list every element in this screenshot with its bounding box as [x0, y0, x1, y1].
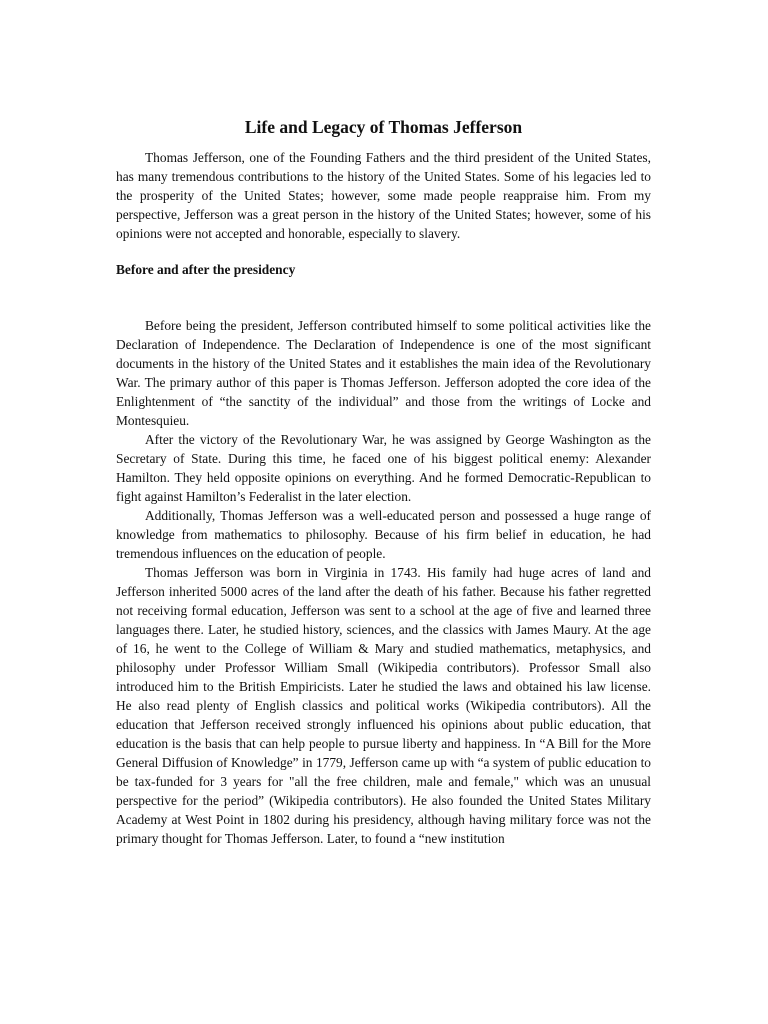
intro-paragraph: Thomas Jefferson, one of the Founding Fathers and the third president of the United States, has many tremendous contributions to the history of the United States. Some of his legacies led to the prosperity of the United States; however, some made people reappraise him. From my perspective, Jefferson was a great person in the history of the United States; however, some of his opinions were not accepted and honorable, especially to slavery. [116, 150, 651, 241]
document-title: Life and Legacy of Thomas Jefferson [244, 117, 523, 137]
body-paragraph-1: Before being the president, Jefferson contributed himself to some political activities like the Declaration of Independence. The Declaration of Independence is one of the most significant documents in the history of the United States and it establishes the main idea of the Revolutionary War. The primary author of this paper is Thomas Jefferson. Jefferson adopted the core idea of the Enlightenment of “the sanctity of the individual” and those from the writings of Locke and Montesquieu. [116, 318, 651, 428]
section-heading: Before and after the presidency [116, 262, 296, 277]
body-paragraph-4: Thomas Jefferson was born in Virginia in 1743. His family had huge acres of land and Jefferson inherited 5000 acres of the land after the death of his father. Because his father regretted not receiving formal education, Jefferson was sent to a school at the age of five and learned three languages there. Later, he studied history, sciences, and the classics with James Maury. At the age of 16, he went to the College of William & Mary and studied mathematics, metaphysics, and philosophy under Professor William Small (Wikipedia contributors). Professor Small also introduced him to the British Empiricists. Later he studied the laws and obtained his law license. He also read plenty of English classics and political works (Wikipedia contributors). All the education that Jefferson received strongly influenced his opinions about public education, that education is the basis that can help people to pursue liberty and happiness. In “A Bill for the More General Diffusion of Knowledge” in 1779, Jefferson came up with “a system of public education to be tax-funded for 3 years for "all the free children, male and female," which was an unusual perspective for the period” (Wikipedia contributors). He also founded the United States Military Academy at West Point in 1802 during his presidency, although having military force was not the primary thought for Thomas Jefferson. Later, to found a “new institution [116, 565, 651, 846]
body-paragraph-2: After the victory of the Revolutionary War, he was assigned by George Washington as the Secretary of State. During this time, he faced one of his biggest political enemy: Alexander Hamilton. They held opposite opinions on everything. And he formed Democratic-Republican to fight against Hamilton’s Federalist in the later election. [116, 432, 651, 504]
body-paragraph-3: Additionally, Thomas Jefferson was a well-educated person and possessed a huge range of knowledge from mathematics to philosophy. Because of his firm belief in education, he had tremendous influences on the education of people. [116, 508, 651, 561]
